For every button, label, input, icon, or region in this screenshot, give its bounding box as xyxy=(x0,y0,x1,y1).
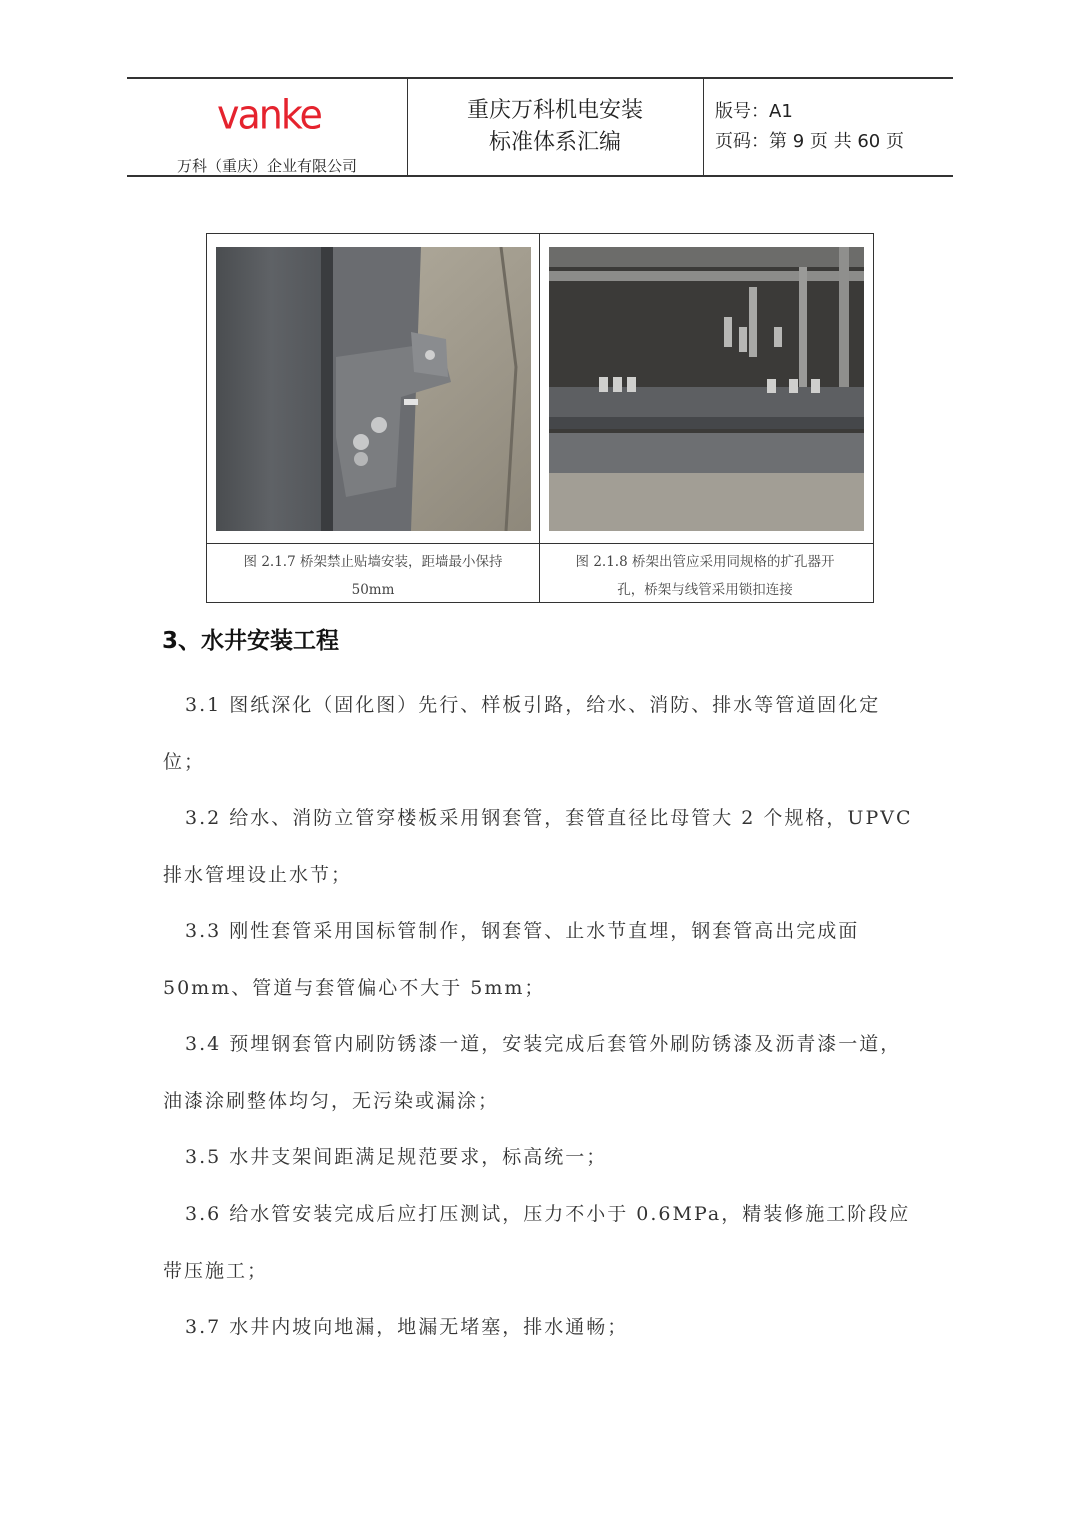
section-item-line2: 排水管埋设止水节； xyxy=(163,864,353,886)
figure-caption-1-line1: 图 2.1.7 桥架禁止贴墙安装，距墙最小保持 xyxy=(243,554,503,570)
figure-caption-2-line1: 图 2.1.8 桥架出管应采用同规格的扩孔器开 xyxy=(575,554,835,570)
section-item xyxy=(163,677,923,791)
section-item-line1: 3.5 水井支架间距满足规范要求，标高统一； xyxy=(185,1146,608,1168)
section-item-line1: 3.4 预埋钢套管内刷防锈漆一道，安装完成后套管外刷防锈漆及沥青漆一道， xyxy=(185,1033,902,1055)
vanke-logo: vanke xyxy=(217,91,321,139)
section-item-line2: 位； xyxy=(163,751,206,773)
document-title xyxy=(407,95,703,159)
section-item xyxy=(163,903,923,1017)
version-number: 版号：A1 xyxy=(715,101,793,122)
section-item xyxy=(163,1186,923,1300)
photo-cable-tray-wall xyxy=(216,247,531,531)
section-item xyxy=(163,1016,923,1130)
photo-cable-tray-outlets xyxy=(549,247,864,531)
document-header xyxy=(127,77,953,177)
section-item-line1: 3.3 刚性套管采用国标管制作，钢套管、止水节直埋，钢套管高出完成面 xyxy=(185,920,860,942)
document-title-line1: 重庆万科机电安装 xyxy=(466,98,643,123)
section-item-line1: 3.2 给水、消防立管穿楼板采用钢套管，套管直径比母管大 2 个规格，UPVC xyxy=(185,807,913,829)
figure-caption-1 xyxy=(213,548,533,604)
header-top-rule xyxy=(127,77,953,79)
page-number: 页码：第 9 页 共 60 页 xyxy=(715,131,904,152)
figure-table-caption-rule xyxy=(207,543,873,544)
section-item xyxy=(163,790,923,904)
figure-caption-2 xyxy=(545,548,865,604)
section-item-line1: 3.7 水井内坡向地漏，地漏无堵塞，排水通畅； xyxy=(185,1316,629,1338)
section-title: 3、水井安装工程 xyxy=(162,628,340,654)
section-item-line2: 油漆涂刷整体均匀，无污染或漏涂； xyxy=(163,1090,500,1112)
section-item xyxy=(163,1299,923,1356)
figure-table xyxy=(206,233,874,603)
section-item xyxy=(163,1129,923,1186)
company-name: 万科（重庆）企业有限公司 xyxy=(176,157,357,175)
section-item-line2: 带压施工； xyxy=(163,1260,269,1282)
figure-table-divider xyxy=(539,234,540,602)
header-divider xyxy=(703,77,704,177)
document-meta xyxy=(715,97,951,157)
section-item-line1: 3.6 给水管安装完成后应打压测试，压力不小于 0.6MPa，精装修施工阶段应 xyxy=(185,1203,911,1225)
section-item-line2: 50mm、管道与套管偏心不大于 5mm； xyxy=(163,977,546,999)
figure-caption-2-line2: 孔，桥架与线管采用锁扣连接 xyxy=(617,582,793,598)
figure-caption-1-line2: 50mm xyxy=(351,582,395,598)
section-item-line1: 3.1 图纸深化（固化图）先行、样板引路，给水、消防、排水等管道固化定 xyxy=(185,694,881,716)
document-title-line2: 标准体系汇编 xyxy=(488,130,621,155)
